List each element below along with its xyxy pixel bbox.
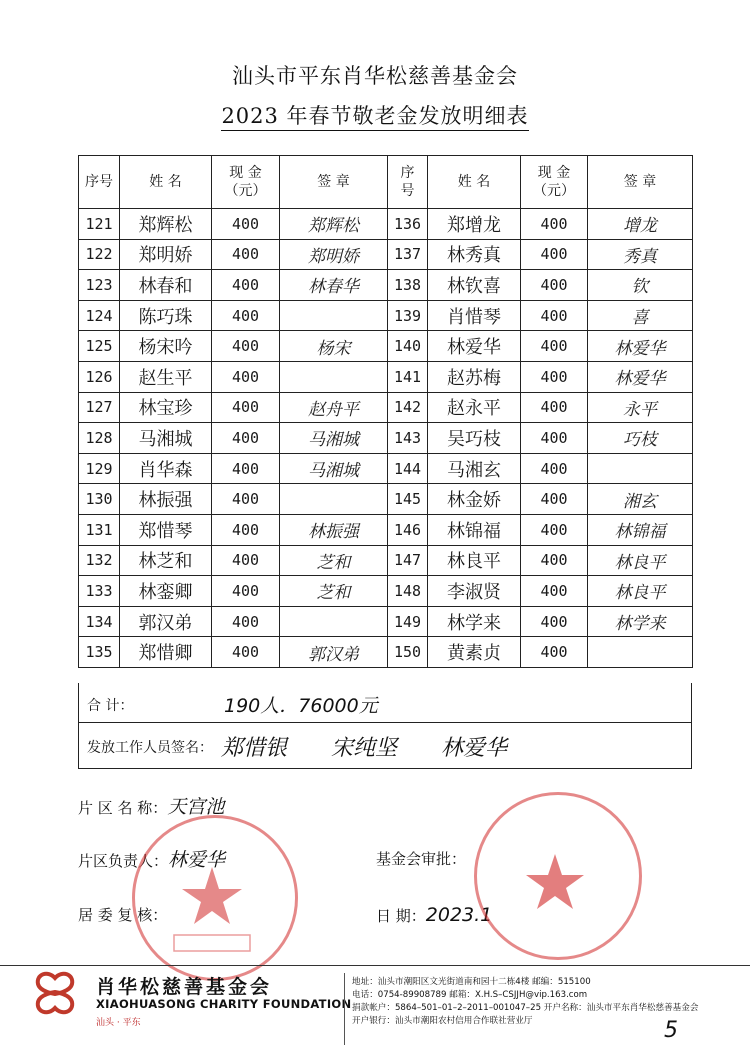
table-row xyxy=(79,514,693,545)
left-seq: 125 xyxy=(79,331,120,362)
right-seq: 147 xyxy=(388,545,428,576)
right-signature xyxy=(588,637,693,668)
right-seq: 149 xyxy=(388,606,428,637)
right-seq: 148 xyxy=(388,576,428,607)
subtitle-text: 2023 年春节敬老金发放明细表 xyxy=(221,104,528,131)
header-amount-right-line1: 现 金 xyxy=(537,165,571,181)
right-amount: 400 xyxy=(521,514,588,545)
left-amount: 400 xyxy=(212,209,280,240)
district-name-label: 片 区 名 称： xyxy=(78,799,168,817)
left-name: 郑惜琴 xyxy=(120,514,212,545)
document-title: 汕头市平东肖华松慈善基金会 xyxy=(232,64,518,88)
left-seq: 133 xyxy=(79,576,120,607)
foundation-name-cn: 肖华松慈善基金会 xyxy=(96,976,273,998)
date-label: 日 期： xyxy=(376,907,426,925)
staff-signature-row xyxy=(78,723,692,769)
left-amount: 400 xyxy=(212,545,280,576)
left-seq: 126 xyxy=(79,361,120,392)
right-seq: 143 xyxy=(388,423,428,454)
left-name: 陈巧珠 xyxy=(120,300,212,331)
left-name: 肖华森 xyxy=(120,453,212,484)
district-name-value: 天宫池 xyxy=(167,796,225,818)
district-leader-value: 林爱华 xyxy=(168,849,226,871)
left-name: 郑惜卿 xyxy=(120,637,212,668)
right-signature: 巧枝 xyxy=(588,423,693,454)
left-name: 赵生平 xyxy=(120,361,212,392)
table-row xyxy=(79,606,693,637)
left-signature xyxy=(280,300,388,331)
date-value: 2023.1 xyxy=(425,904,493,926)
left-seq: 132 xyxy=(79,545,120,576)
header-amount-line1: 现 金 xyxy=(229,165,262,181)
footer-donation: 捐款帐户：5864–501–01–2–2011–001047–25 开户名称：汕头市平东肖华松慈善基金会 xyxy=(352,1003,699,1013)
foundation-stamp xyxy=(474,792,642,960)
foundation-logo-icon xyxy=(30,968,80,1018)
right-signature: 林爱华 xyxy=(588,331,693,362)
right-signature: 林学来 xyxy=(588,606,693,637)
right-seq: 138 xyxy=(388,270,428,301)
header-sign: 签 章 xyxy=(280,156,388,209)
right-amount: 400 xyxy=(521,606,588,637)
left-signature: 芝和 xyxy=(280,576,388,607)
left-seq: 131 xyxy=(79,514,120,545)
committee-star-icon xyxy=(132,815,292,975)
right-amount: 400 xyxy=(521,453,588,484)
left-amount: 400 xyxy=(212,300,280,331)
table-row xyxy=(79,392,693,423)
right-name: 林良平 xyxy=(428,545,521,576)
table-row xyxy=(79,361,693,392)
left-name: 林芝和 xyxy=(120,545,212,576)
table-row xyxy=(79,453,693,484)
left-amount: 400 xyxy=(212,361,280,392)
left-name: 郑明娇 xyxy=(120,239,212,270)
left-seq: 128 xyxy=(79,423,120,454)
left-name: 林春和 xyxy=(120,270,212,301)
header-seq: 序号 xyxy=(79,156,120,209)
right-seq: 140 xyxy=(388,331,428,362)
left-seq: 135 xyxy=(79,637,120,668)
left-seq: 122 xyxy=(79,239,120,270)
right-amount: 400 xyxy=(521,209,588,240)
right-name: 吴巧枝 xyxy=(428,423,521,454)
foundation-location: 汕头 · 平东 xyxy=(96,1018,141,1028)
left-seq: 134 xyxy=(79,606,120,637)
right-name: 林金娇 xyxy=(428,484,521,515)
left-signature: 郑明娇 xyxy=(280,239,388,270)
left-signature: 赵舟平 xyxy=(280,392,388,423)
left-signature: 马湘城 xyxy=(280,453,388,484)
right-seq: 139 xyxy=(388,300,428,331)
left-name: 郑辉松 xyxy=(120,209,212,240)
table-row xyxy=(79,331,693,362)
left-amount: 400 xyxy=(212,484,280,515)
left-name: 杨宋吟 xyxy=(120,331,212,362)
left-signature xyxy=(280,361,388,392)
right-seq: 150 xyxy=(388,637,428,668)
table-row xyxy=(79,576,693,607)
staff-label: 发放工作人员签名： xyxy=(87,740,213,756)
left-signature: 郭汉弟 xyxy=(280,637,388,668)
right-signature: 林爱华 xyxy=(588,361,693,392)
table-row xyxy=(79,239,693,270)
table-row xyxy=(79,270,693,301)
left-seq: 123 xyxy=(79,270,120,301)
left-seq: 130 xyxy=(79,484,120,515)
header-name-right: 姓 名 xyxy=(428,156,521,209)
left-amount: 400 xyxy=(212,637,280,668)
left-seq: 127 xyxy=(79,392,120,423)
left-seq: 121 xyxy=(79,209,120,240)
right-name: 林爱华 xyxy=(428,331,521,362)
right-signature: 林良平 xyxy=(588,545,693,576)
right-amount: 400 xyxy=(521,239,588,270)
right-amount: 400 xyxy=(521,576,588,607)
right-name: 黄素贞 xyxy=(428,637,521,668)
right-seq: 141 xyxy=(388,361,428,392)
right-name: 林锦福 xyxy=(428,514,521,545)
document-subtitle xyxy=(0,100,750,130)
footer-phone: 电话：0754-89908789 邮箱：X.H.S–CSJJH@vip.163.com xyxy=(352,990,588,1000)
right-signature: 林良平 xyxy=(588,576,693,607)
left-amount: 400 xyxy=(212,392,280,423)
right-amount: 400 xyxy=(521,545,588,576)
right-seq: 146 xyxy=(388,514,428,545)
left-name: 马湘城 xyxy=(120,423,212,454)
right-seq: 137 xyxy=(388,239,428,270)
right-name: 林秀真 xyxy=(428,239,521,270)
footer-contact xyxy=(352,976,698,1028)
table-row xyxy=(79,423,693,454)
committee-review-label: 居 委 复 核： xyxy=(78,906,168,924)
left-signature: 杨宋 xyxy=(280,331,388,362)
right-amount: 400 xyxy=(521,300,588,331)
left-signature: 芝和 xyxy=(280,545,388,576)
right-signature xyxy=(588,453,693,484)
right-signature: 林锦福 xyxy=(588,514,693,545)
header-sign-right: 签 章 xyxy=(588,156,693,209)
foundation-star-icon xyxy=(474,792,636,954)
table-row xyxy=(79,300,693,331)
header-amount-right-line2: （元） xyxy=(533,183,575,199)
left-seq: 129 xyxy=(79,453,120,484)
left-amount: 400 xyxy=(212,239,280,270)
left-signature xyxy=(280,484,388,515)
left-name: 郭汉弟 xyxy=(120,606,212,637)
fund-approval-field xyxy=(376,848,466,869)
right-signature: 永平 xyxy=(588,392,693,423)
left-amount: 400 xyxy=(212,606,280,637)
right-amount: 400 xyxy=(521,361,588,392)
right-signature: 喜 xyxy=(588,300,693,331)
staff-signature-1: 郑惜银 xyxy=(221,736,288,761)
footer-address: 地址：汕头市潮阳区文光街道南和园十二栋4楼 邮编：515100 xyxy=(352,977,591,987)
left-name: 林振强 xyxy=(120,484,212,515)
table-row xyxy=(79,484,693,515)
staff-signature-2: 宋纯坚 xyxy=(331,736,398,761)
table-row xyxy=(79,209,693,240)
right-name: 林学来 xyxy=(428,606,521,637)
left-amount: 400 xyxy=(212,270,280,301)
right-signature: 钦 xyxy=(588,270,693,301)
right-signature: 秀真 xyxy=(588,239,693,270)
right-name: 赵永平 xyxy=(428,392,521,423)
total-label: 合 计： xyxy=(87,698,134,714)
distribution-table xyxy=(78,155,693,668)
header-seq-right-line1: 序 xyxy=(400,165,415,181)
left-amount: 400 xyxy=(212,453,280,484)
right-amount: 400 xyxy=(521,484,588,515)
total-value: 190人．76000元 xyxy=(224,695,378,717)
header-name: 姓 名 xyxy=(120,156,212,209)
left-signature: 郑辉松 xyxy=(280,209,388,240)
left-amount: 400 xyxy=(212,331,280,362)
left-signature: 林振强 xyxy=(280,514,388,545)
right-signature: 增龙 xyxy=(588,209,693,240)
right-name: 赵苏梅 xyxy=(428,361,521,392)
header-seq-right xyxy=(388,156,428,209)
table-row xyxy=(79,637,693,668)
right-seq: 144 xyxy=(388,453,428,484)
left-signature: 林春华 xyxy=(280,270,388,301)
right-amount: 400 xyxy=(521,423,588,454)
left-signature xyxy=(280,606,388,637)
right-amount: 400 xyxy=(521,392,588,423)
footer-vertical-divider xyxy=(344,973,345,1045)
district-leader-label: 片区负责人： xyxy=(78,852,169,870)
fund-approval-label: 基金会审批： xyxy=(376,850,467,868)
right-name: 肖惜琴 xyxy=(428,300,521,331)
left-signature: 马湘城 xyxy=(280,423,388,454)
total-row xyxy=(78,683,692,723)
page-number: 5 xyxy=(664,1018,678,1043)
table-header-row xyxy=(79,156,693,209)
committee-stamp xyxy=(132,815,298,981)
right-name: 马湘玄 xyxy=(428,453,521,484)
left-amount: 400 xyxy=(212,576,280,607)
right-amount: 400 xyxy=(521,637,588,668)
right-seq: 145 xyxy=(388,484,428,515)
right-name: 郑增龙 xyxy=(428,209,521,240)
left-name: 林宝珍 xyxy=(120,392,212,423)
staff-signature-3: 林爱华 xyxy=(441,736,508,761)
left-seq: 124 xyxy=(79,300,120,331)
right-name: 李淑贤 xyxy=(428,576,521,607)
footer-bank: 开户银行：汕头市潮阳农村信用合作联社营业厅 xyxy=(352,1016,533,1026)
left-name: 林銮卿 xyxy=(120,576,212,607)
right-signature: 湘玄 xyxy=(588,484,693,515)
right-seq: 142 xyxy=(388,392,428,423)
header-amount xyxy=(212,156,280,209)
footer-divider xyxy=(0,965,750,966)
right-amount: 400 xyxy=(521,270,588,301)
left-amount: 400 xyxy=(212,423,280,454)
right-seq: 136 xyxy=(388,209,428,240)
header-amount-line2: （元） xyxy=(224,183,267,199)
right-name: 林钦喜 xyxy=(428,270,521,301)
right-amount: 400 xyxy=(521,331,588,362)
header-seq-right-line2: 号 xyxy=(400,183,415,199)
header-amount-right xyxy=(521,156,588,209)
table-row xyxy=(79,545,693,576)
left-amount: 400 xyxy=(212,514,280,545)
foundation-name-en: XIAOHUASONG CHARITY FOUNDATION xyxy=(96,997,352,1011)
